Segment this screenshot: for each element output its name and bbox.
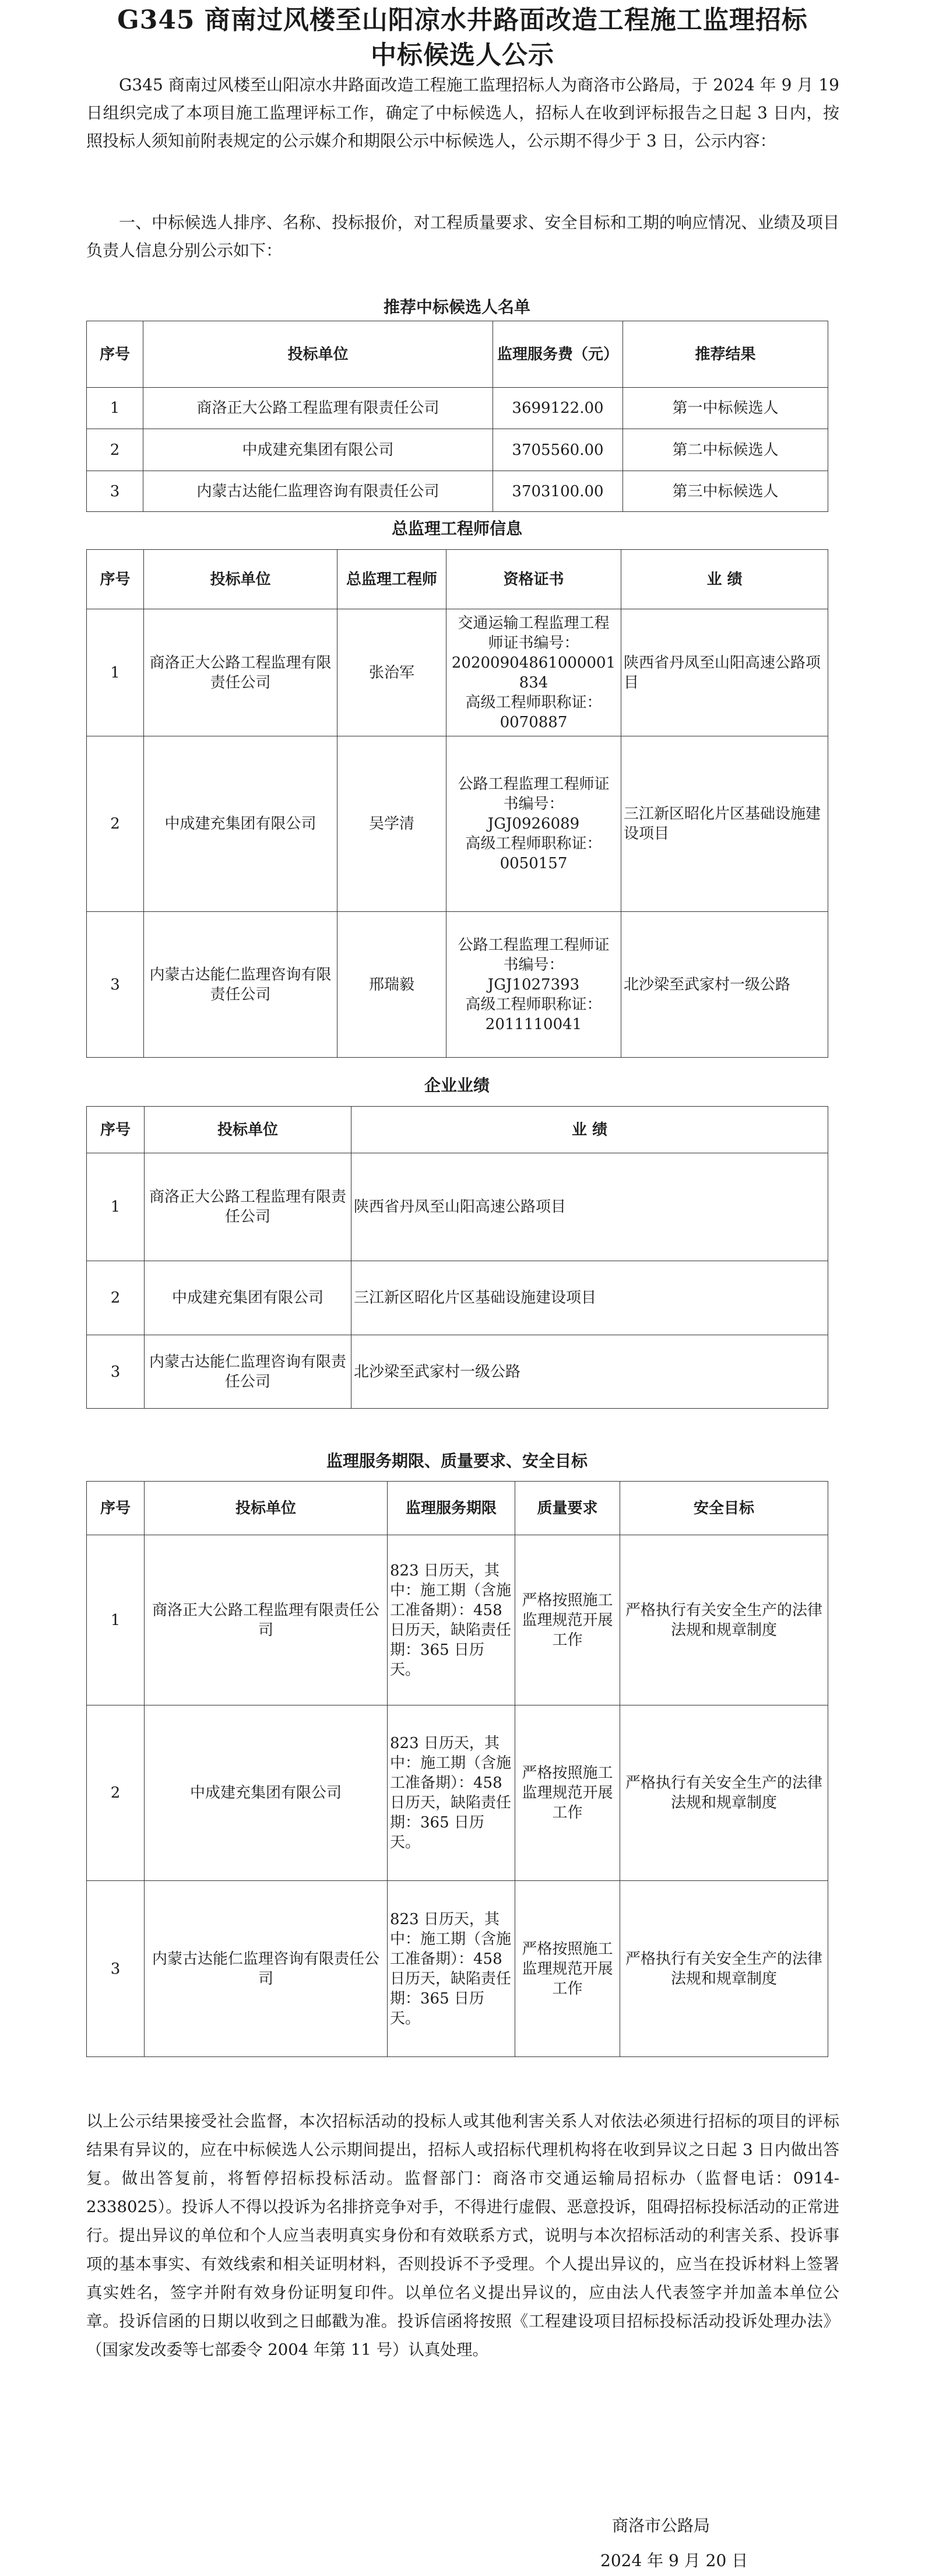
chief-engineer-caption: 总监理工程师信息 xyxy=(391,519,522,538)
cell-cert: 公路工程监理工程师证 书编号： JGJ1027393 高级工程师职称证： 2011110041 xyxy=(446,912,621,1058)
header-no: 序号 xyxy=(87,550,144,609)
cell-unit: 中成建充集团有限公司 xyxy=(145,1261,351,1335)
candidate-list-caption: 推荐中标候选人名单 xyxy=(383,297,530,317)
header-performance: 业 绩 xyxy=(621,550,828,609)
cell-no: 3 xyxy=(87,912,144,1058)
cell-fee: 3703100.00 xyxy=(493,471,623,512)
cell-performance: 三江新区昭化片区基础设施建设项目 xyxy=(621,736,828,912)
header-unit: 投标单位 xyxy=(145,1482,388,1535)
cell-unit: 中成建充集团有限公司 xyxy=(143,429,493,471)
cell-fee: 3699122.00 xyxy=(493,388,623,429)
cell-safety: 严格执行有关安全生产的法律法规和规章制度 xyxy=(620,1535,828,1705)
table-header-row xyxy=(87,1482,828,1535)
header-no: 序号 xyxy=(87,1482,145,1535)
cell-cert: 交通运输工程监理工程 师证书编号： 20200904861000001834 高级工程师职称证： 0070887 xyxy=(446,609,621,736)
table-row xyxy=(87,736,828,912)
cell-no: 3 xyxy=(87,1335,145,1409)
cell-unit: 中成建充集团有限公司 xyxy=(144,736,337,912)
cell-unit: 商洛正大公路工程监理有限责任公司 xyxy=(145,1535,388,1705)
header-performance: 业 绩 xyxy=(351,1107,828,1153)
cell-performance: 陕西省丹凤至山阳高速公路项目 xyxy=(621,609,828,736)
table-header-row xyxy=(87,321,828,388)
cell-result: 第三中标候选人 xyxy=(623,471,828,512)
header-unit: 投标单位 xyxy=(145,1107,351,1153)
cell-no: 2 xyxy=(87,1705,145,1881)
cell-term: 823 日历天，其中：施工期（含施工准备期）：458 日历天，缺陷责任期：365 日历天。 xyxy=(388,1705,515,1881)
table-header-row xyxy=(87,1107,828,1153)
table-row xyxy=(87,1261,828,1335)
cell-no: 2 xyxy=(87,1261,145,1335)
cell-no: 3 xyxy=(87,1881,145,2057)
header-cert: 资格证书 xyxy=(446,550,621,609)
table-row xyxy=(87,609,828,736)
header-term: 监理服务期限 xyxy=(388,1482,515,1535)
cell-unit: 商洛正大公路工程监理有限责任公司 xyxy=(144,609,337,736)
table-row xyxy=(87,471,828,512)
header-fee: 监理服务费（元） xyxy=(493,321,623,388)
cell-no: 1 xyxy=(87,609,144,736)
cell-unit: 内蒙古达能仁监理咨询有限责任公司 xyxy=(145,1335,351,1409)
cell-unit: 商洛正大公路工程监理有限责任公司 xyxy=(143,388,493,429)
cell-quality: 严格按照施工监理规范开展工作 xyxy=(515,1535,620,1705)
enterprise-performance-table xyxy=(86,1106,828,1409)
cell-cert: 公路工程监理工程师证 书编号： JGJ0926089 高级工程师职称证： 0050157 xyxy=(446,736,621,912)
chief-engineer-table xyxy=(86,549,828,1058)
signature-date: 2024 年 9 月 20 日 xyxy=(600,2551,748,2570)
cell-result: 第一中标候选人 xyxy=(623,388,828,429)
intro-paragraph: G345 商南过风楼至山阳凉水井路面改造工程施工监理招标人为商洛市公路局，于 2024 年 9 月 19 日组织完成了本项目施工监理评标工作，确定了中标候选人，招标人在收到评标报告之日起 3 日内，按照投标人须知前附表规定的公示媒介和期限公示中标候选人，公示期不得少于 3 日，公示内容： xyxy=(86,75,839,150)
cell-unit: 内蒙古达能仁监理咨询有限责任公司 xyxy=(143,471,493,512)
closing-paragraph: 以上公示结果接受社会监督，本次招标活动的投标人或其他利害关系人对依法必须进行招标的项目的评标结果有异议的，应在中标候选人公示期间提出，招标人或招标代理机构将在收到异议之日起 3 日内做出答复。做出答复前，将暂停招标投标活动。监督部门：商洛市交通运输局招标办（监督电话：0914-2338025）。投诉人不得以投诉为名排挤竞争对手，不得进行虚假、恶意投诉，阻碍招标投标活动的正常进行。提出异议的单位和个人应当表明真实身份和有效联系方式，说明与本次招标活动的利害关系、投诉事项的基本事实、有效线索和相关证明材料，否则投诉不予受理。个人提出异议的，应当在投诉材料上签署真实姓名，签字并附有效身份证明复印件。以单位名义提出异议的，应由法人代表签字并加盖本单位公章。投诉信函的日期以收到之日邮戳为准。投诉信函将按照《工程建设项目招标投标活动投诉处理办法》（国家发改委等七部委令 2004 年第 11 号）认真处理。 xyxy=(86,2112,839,2359)
document-title: G345 商南过风楼至山阳凉水井路面改造工程施工监理招标 xyxy=(117,5,808,35)
signature-org: 商洛市公路局 xyxy=(612,2516,711,2535)
header-unit: 投标单位 xyxy=(144,550,337,609)
cell-performance: 三江新区昭化片区基础设施建设项目 xyxy=(351,1261,828,1335)
cell-unit: 商洛正大公路工程监理有限责任公司 xyxy=(145,1153,351,1261)
section-one-paragraph: 一、中标候选人排序、名称、投标报价，对工程质量要求、安全目标和工期的响应情况、业绩及项目负责人信息分别公示如下： xyxy=(86,213,839,260)
table-row xyxy=(87,1335,828,1409)
header-result: 推荐结果 xyxy=(623,321,828,388)
cell-unit: 中成建充集团有限公司 xyxy=(145,1705,388,1881)
header-safety: 安全目标 xyxy=(620,1482,828,1535)
table-row xyxy=(87,1705,828,1881)
table-row xyxy=(87,1153,828,1261)
cell-quality: 严格按照施工监理规范开展工作 xyxy=(515,1705,620,1881)
cell-no: 1 xyxy=(87,1535,145,1705)
table-row xyxy=(87,1881,828,2057)
cell-no: 1 xyxy=(87,388,143,429)
table-header-row xyxy=(87,550,828,609)
cell-safety: 严格执行有关安全生产的法律法规和规章制度 xyxy=(620,1705,828,1881)
document-subtitle: 中标候选人公示 xyxy=(371,40,554,70)
header-unit: 投标单位 xyxy=(143,321,493,388)
service-term-caption: 监理服务期限、质量要求、安全目标 xyxy=(326,1451,588,1471)
cell-performance: 北沙梁至武家村一级公路 xyxy=(351,1335,828,1409)
cell-no: 1 xyxy=(87,1153,145,1261)
header-engineer: 总监理工程师 xyxy=(337,550,446,609)
cell-performance: 北沙梁至武家村一级公路 xyxy=(621,912,828,1058)
header-quality: 质量要求 xyxy=(515,1482,620,1535)
header-no: 序号 xyxy=(87,1107,145,1153)
table-row xyxy=(87,912,828,1058)
enterprise-performance-caption: 企业业绩 xyxy=(424,1076,490,1095)
cell-term: 823 日历天，其中：施工期（含施工准备期）：458 日历天，缺陷责任期：365 日历天。 xyxy=(388,1535,515,1705)
cell-performance: 陕西省丹凤至山阳高速公路项目 xyxy=(351,1153,828,1261)
cell-quality: 严格按照施工监理规范开展工作 xyxy=(515,1881,620,2057)
cell-result: 第二中标候选人 xyxy=(623,429,828,471)
cell-term: 823 日历天，其中：施工期（含施工准备期）：458 日历天，缺陷责任期：365 日历天。 xyxy=(388,1881,515,2057)
cell-engineer: 张治军 xyxy=(337,609,446,736)
table-row xyxy=(87,388,828,429)
cell-fee: 3705560.00 xyxy=(493,429,623,471)
cell-engineer: 吴学清 xyxy=(337,736,446,912)
table-row xyxy=(87,429,828,471)
cell-no: 2 xyxy=(87,429,143,471)
cell-unit: 内蒙古达能仁监理咨询有限责任公司 xyxy=(145,1881,388,2057)
cell-no: 2 xyxy=(87,736,144,912)
service-term-table xyxy=(86,1481,828,2057)
cell-engineer: 邢瑞毅 xyxy=(337,912,446,1058)
table-row xyxy=(87,1535,828,1705)
cell-unit: 内蒙古达能仁监理咨询有限责任公司 xyxy=(144,912,337,1058)
candidate-list-table xyxy=(86,321,828,512)
cell-no: 3 xyxy=(87,471,143,512)
header-no: 序号 xyxy=(87,321,143,388)
cell-safety: 严格执行有关安全生产的法律法规和规章制度 xyxy=(620,1881,828,2057)
